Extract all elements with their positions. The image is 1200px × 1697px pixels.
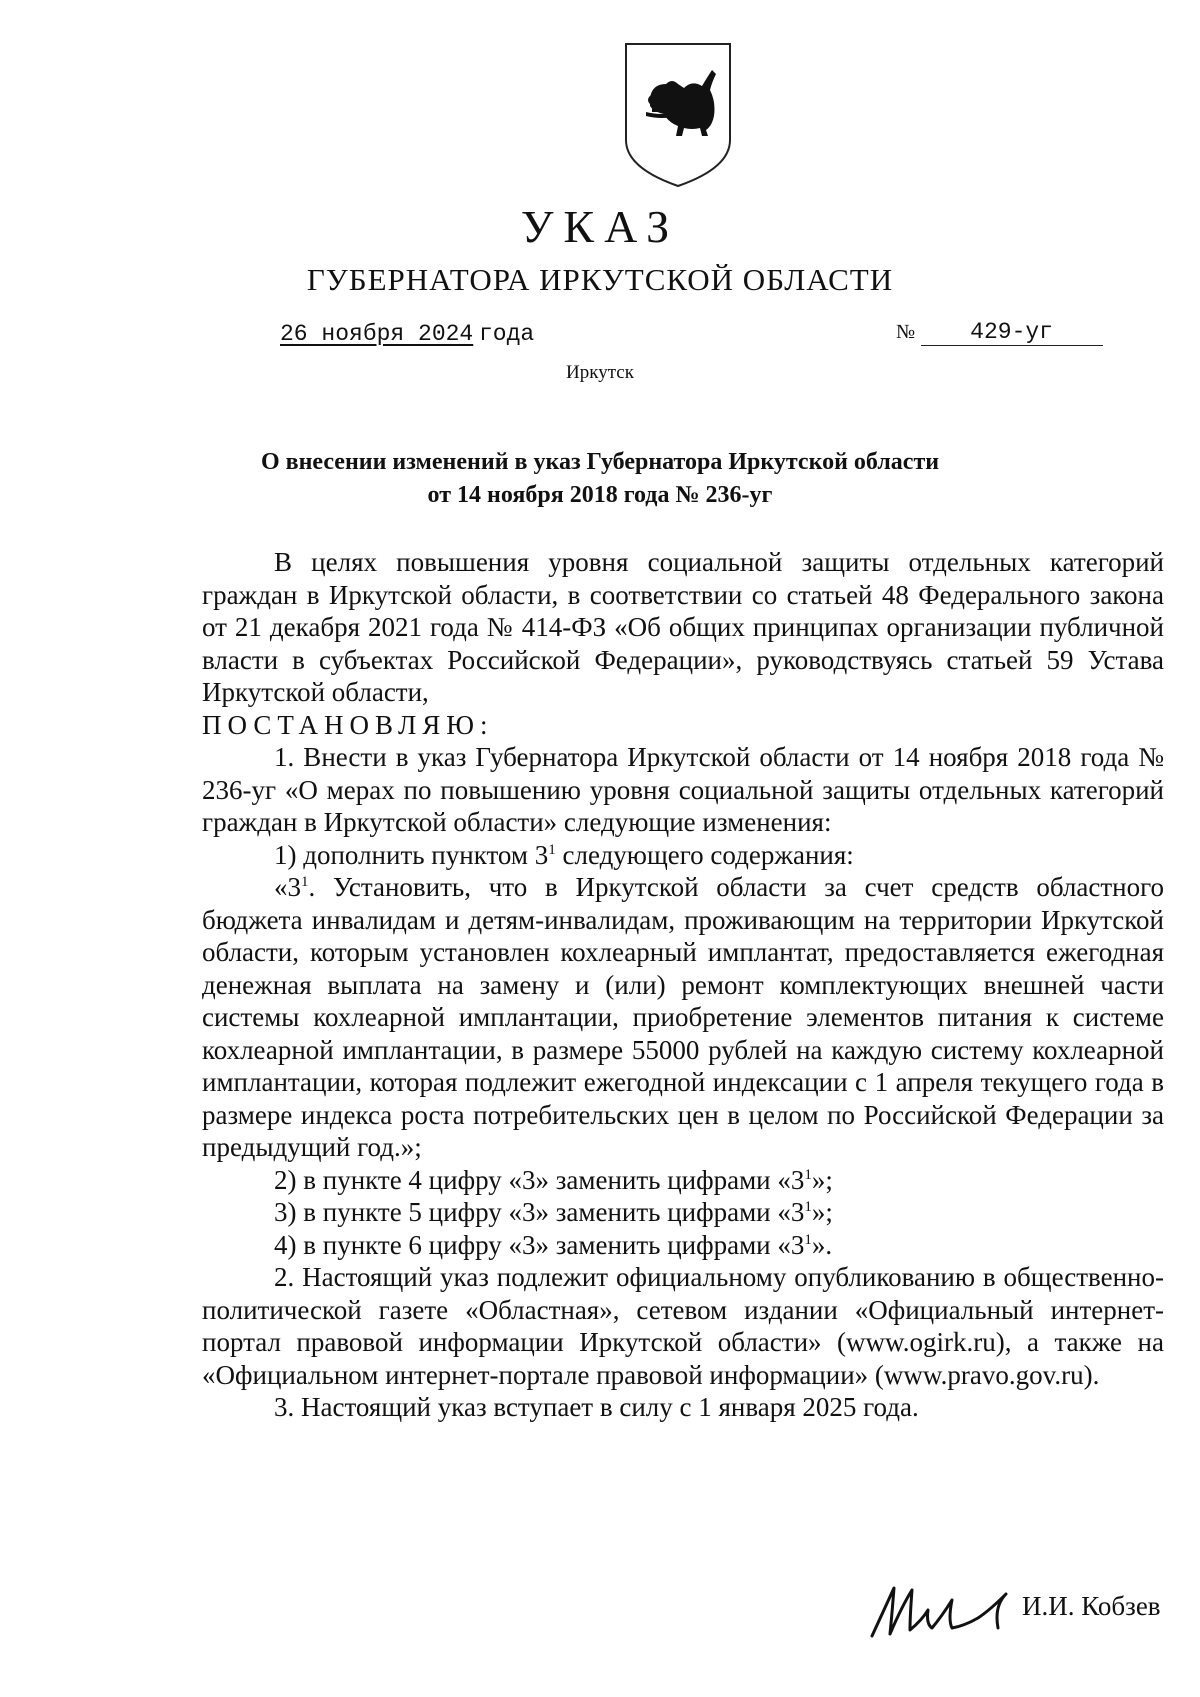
city-label: Иркутск [566,362,634,383]
item-3-paragraph: 3. Настоящий указ вступает в силу с 1 января 2025 года. [274,1392,919,1422]
subitem-2-paragraph: 2) в пункте 4 цифру «3» заменить цифрами «$3^1$»; [274,1164,833,1195]
number-sign: № [896,321,916,343]
subitem-4-paragraph: 4) в пункте 6 цифру «3» заменить цифрами «$3^1$». [274,1229,833,1260]
quoted-amendment-paragraph: «$3^1$. Установить, что в Иркутской области за счет средств областного бюджета инвалидам и детям-инвалидам, проживающим на территории Иркутской области, которым установлен кохлеарный имплантат, предоставляется ежегодная денежная выплата на замену и (или) ремонт комплектующих внешней части системы кохлеарной имплантации, приобретение элементов питания к системе кохлеарной имплантации, в размере 55000 рублей на каждую систему кохлеарной имплантации, которая подлежит ежегодной индексации с 1 апреля текущего года в размере индекса роста потребительских цен в целом по Российской Федерации за предыдущий год.»; [202,872,1164,1162]
decree-title: УКАЗ [520,201,680,252]
document-title-line: О внесении изменений в указ Губернатора Иркутской области [260,449,940,475]
item-1-paragraph: 1. Внести в указ Губернатора Иркутской области от 14 ноября 2018 года № 236-уг «О мерах по повышению уровня социальной защиты отдельных категорий граждан в Иркутской области» следующие изменения: [202,742,1164,837]
item-2-paragraph: 2. Настоящий указ подлежит официальному опубликованию в общественно-политической газете «Областная», сетевом издании «Официальный интернет-портал правовой информации Иркутской области» (www.ogirk.ru), а также на «Официальном интернет-портале правовой информации» (www.pravo.gov.ru). [202,1262,1164,1390]
decree-issuer: ГУБЕРНАТОРА ИРКУТСКОЙ ОБЛАСТИ [306,262,894,297]
document-body [202,546,1164,1424]
signer-name: И.И. Кобзев [1022,1591,1161,1621]
subitem-3-paragraph: 3) в пункте 5 цифру «3» заменить цифрами «$3^1$»; [274,1197,833,1227]
irkutsk-coat-of-arms-icon [622,40,734,190]
date-suffix: года [478,321,535,347]
handwritten-signature-icon [866,1580,1016,1640]
subitem-1-paragraph: 1) дополнить пунктом $3^1$ следующего содержания: [274,839,854,870]
number-value: 429-уг [921,319,1103,346]
document-title-line: от 14 ноября 2018 года № 236-уг [427,482,773,508]
resolve-heading: ПОСТАНОВЛЯЮ: [202,709,494,740]
decree-number [896,318,1103,346]
decree-date [280,320,534,347]
preamble-paragraph: В целях повышения уровня социальной защиты отдельных категорий граждан в Иркутской области, в соответствии со статьей 48 Федерального закона от 21 декабря 2021 года № 414-ФЗ «Об общих принципах организации публичной власти в субъектах Российской Федерации», руководствуясь статьей 59 Устава Иркутской области, [202,547,1164,707]
document-title [150,446,1050,512]
date-value: 26 ноября 2024 [280,321,474,347]
